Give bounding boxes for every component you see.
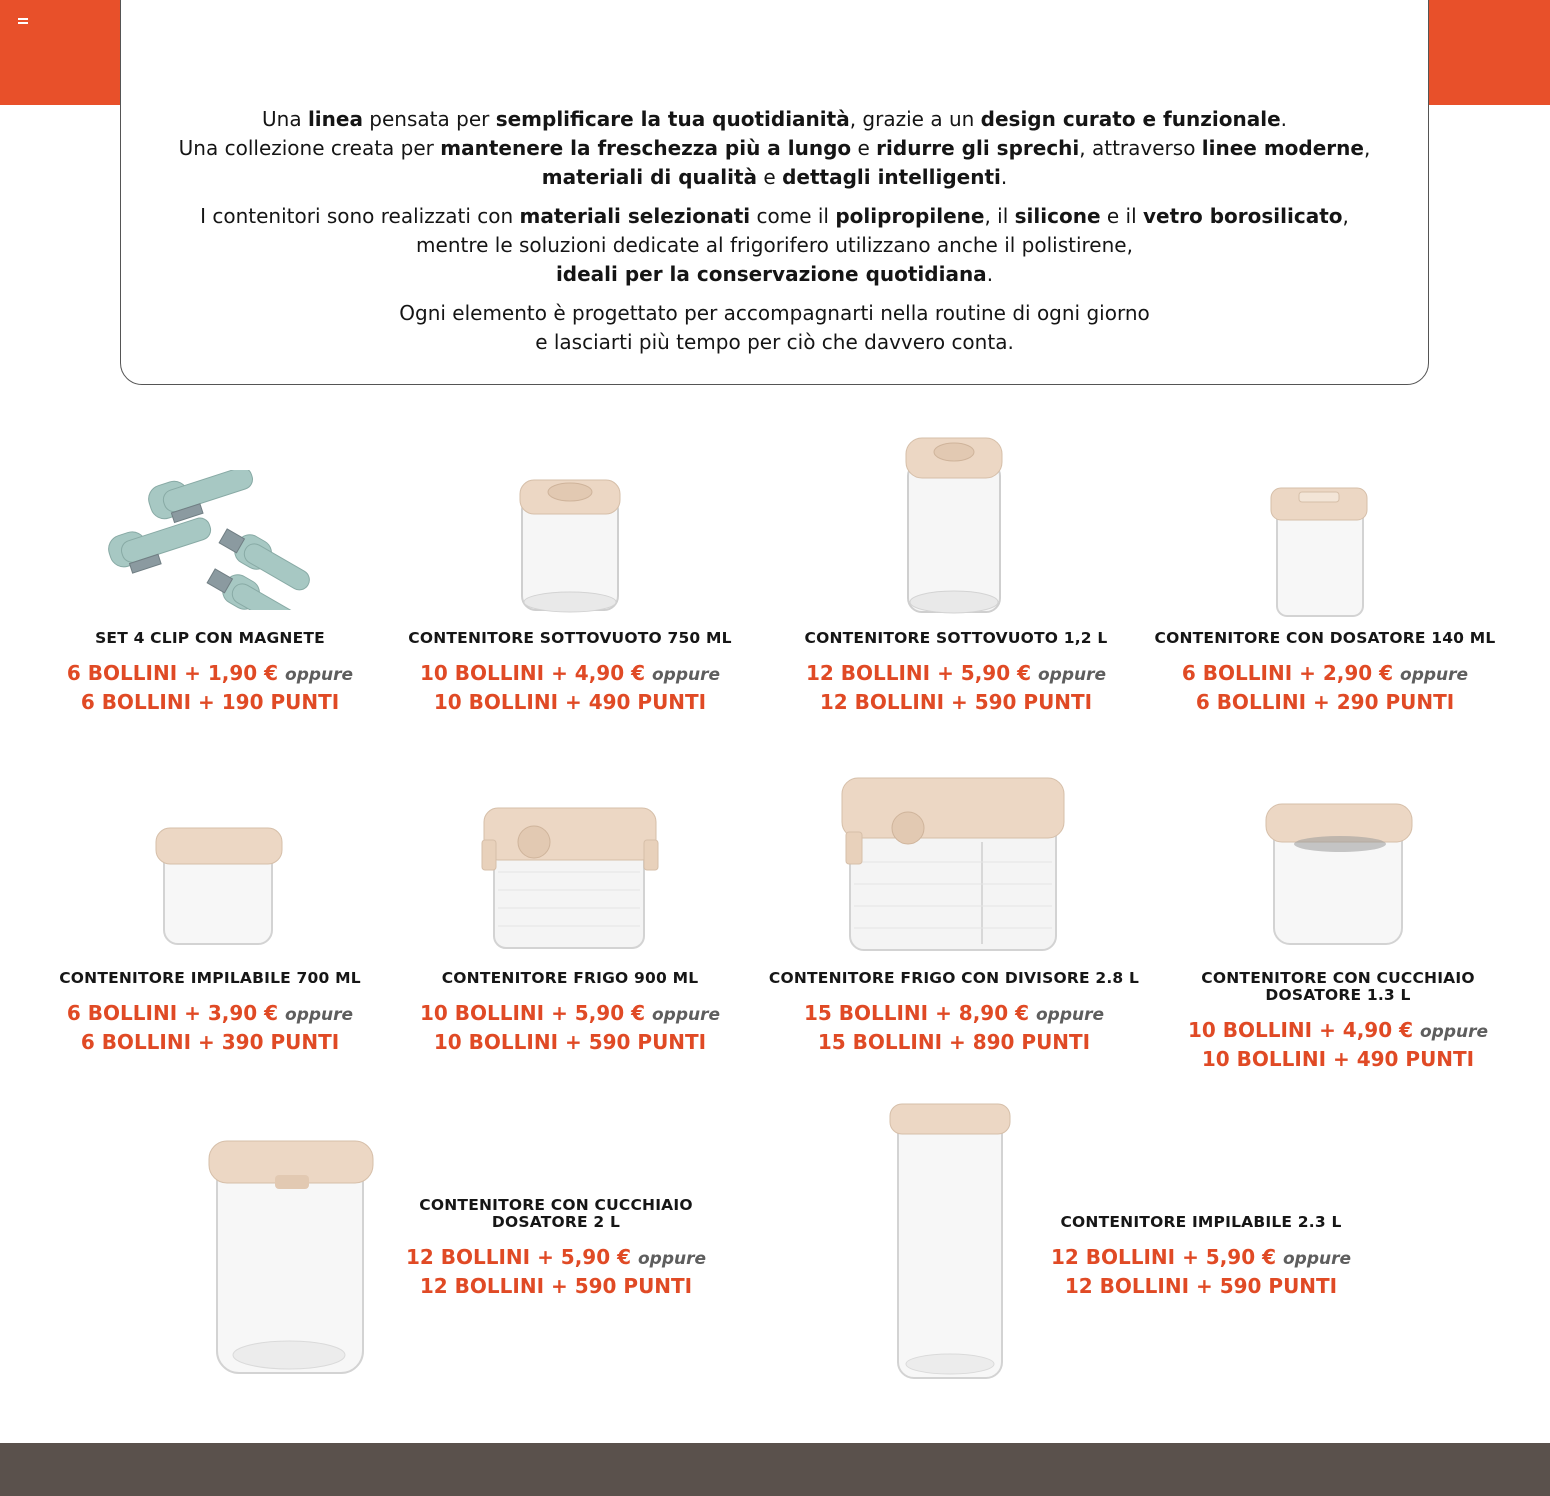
oppure-label: oppure	[1035, 1005, 1105, 1025]
price-bollini-euro: 12 BOLLINI + 5,90 € oppure	[1050, 1245, 1352, 1269]
oppure-label: oppure	[1037, 665, 1107, 685]
price-bollini-punti: 6 BOLLINI + 290 PUNTI	[1195, 690, 1455, 714]
intro-box	[120, 0, 1429, 385]
footer-band	[0, 1443, 1550, 1496]
price-bollini-euro: 12 BOLLINI + 5,90 € oppure	[805, 661, 1107, 685]
oppure-label: oppure	[285, 665, 354, 685]
fridge-box-divider-image	[838, 772, 1068, 958]
price-bollini-punti: 10 BOLLINI + 490 PUNTI	[433, 690, 707, 714]
oppure-label: oppure	[637, 1249, 707, 1269]
magnetic-clips-image	[85, 470, 335, 610]
product-name: CONTENITORE CON CUCCHIAIO DOSATORE 2 L	[419, 1196, 693, 1231]
stackable-jar-tall-image	[886, 1100, 1016, 1385]
price-bollini-punti: 12 BOLLINI + 590 PUNTI	[419, 1274, 693, 1298]
product-card[interactable]	[766, 630, 1146, 716]
accent-bar-right	[1426, 0, 1550, 105]
spoon-jar-large-image	[205, 1135, 377, 1381]
price-bollini-euro: 10 BOLLINI + 5,90 € oppure	[419, 1001, 721, 1025]
price-bollini-euro: 6 BOLLINI + 2,90 € oppure	[1181, 661, 1469, 685]
price-bollini-punti: 12 BOLLINI + 590 PUNTI	[819, 690, 1093, 714]
vacuum-jar-tall-image	[898, 430, 1010, 620]
product-name: CONTENITORE CON CUCCHIAIO DOSATORE 1.3 L	[1201, 969, 1475, 1004]
intro-paragraph-2: I contenitori sono realizzati con materiali selezionati come il polipropilene, il silicone e il vetro borosilicato, mentre le soluzioni dedicate al frigorifero utilizzano anche il polistirene, ideali per la conservazione quotidiana.	[200, 204, 1349, 286]
oppure-label: oppure	[285, 1005, 354, 1025]
oppure-label: oppure	[651, 665, 721, 685]
product-name: CONTENITORE SOTTOVUOTO 750 ML	[408, 629, 732, 647]
menu-icon[interactable]	[18, 18, 28, 26]
product-name: CONTENITORE FRIGO 900 ML	[441, 969, 699, 987]
product-name: CONTENITORE SOTTOVUOTO 1,2 L	[804, 629, 1108, 647]
product-name: CONTENITORE FRIGO CON DIVISORE 2.8 L	[768, 969, 1140, 987]
product-card[interactable]	[1135, 630, 1515, 716]
price-bollini-punti: 6 BOLLINI + 390 PUNTI	[80, 1030, 340, 1054]
intro-paragraph-3: Ogni elemento è progettato per accompagnarti nella routine di ogni giorno e lasciarti più tempo per ciò che davvero conta.	[399, 301, 1150, 354]
spoon-jar-medium-image	[1262, 798, 1418, 950]
product-card[interactable]	[366, 1197, 746, 1300]
price-bollini-punti: 6 BOLLINI + 190 PUNTI	[80, 690, 340, 714]
vacuum-jar-small-image	[510, 470, 630, 618]
product-name: CONTENITORE IMPILABILE 2.3 L	[1060, 1213, 1342, 1231]
product-card[interactable]	[20, 970, 400, 1056]
product-card[interactable]	[1011, 1214, 1391, 1300]
product-card[interactable]	[380, 970, 760, 1056]
price-bollini-euro: 10 BOLLINI + 4,90 € oppure	[1187, 1018, 1489, 1042]
intro-text	[121, 105, 1428, 367]
dispenser-jar-image	[1265, 482, 1377, 622]
product-card[interactable]	[1148, 970, 1528, 1073]
stackable-jar-small-image	[150, 822, 290, 950]
price-bollini-euro: 12 BOLLINI + 5,90 € oppure	[405, 1245, 707, 1269]
price-bollini-punti: 10 BOLLINI + 590 PUNTI	[433, 1030, 707, 1054]
product-name: CONTENITORE IMPILABILE 700 ML	[59, 969, 361, 987]
price-bollini-euro: 15 BOLLINI + 8,90 € oppure	[803, 1001, 1105, 1025]
accent-bar-left	[0, 0, 122, 105]
oppure-label: oppure	[1400, 665, 1469, 685]
price-bollini-euro: 6 BOLLINI + 3,90 € oppure	[66, 1001, 354, 1025]
price-bollini-euro: 10 BOLLINI + 4,90 € oppure	[419, 661, 721, 685]
oppure-label: oppure	[651, 1005, 721, 1025]
oppure-label: oppure	[1282, 1249, 1352, 1269]
product-card[interactable]	[380, 630, 760, 716]
fridge-box-small-image	[478, 800, 664, 956]
price-bollini-punti: 12 BOLLINI + 590 PUNTI	[1064, 1274, 1338, 1298]
oppure-label: oppure	[1419, 1022, 1489, 1042]
product-card[interactable]	[744, 970, 1164, 1056]
product-card[interactable]	[20, 630, 400, 716]
intro-paragraph-1: Una linea pensata per semplificare la tua quotidianità, grazie a un design curato e funzionale. Una collezione creata per mantenere la freschezza più a lungo e ridurre gli sprechi, attraverso linee moderne, materiali di qualità e dettagli intelligenti.	[178, 107, 1371, 189]
product-name: SET 4 CLIP CON MAGNETE	[95, 629, 325, 647]
price-bollini-euro: 6 BOLLINI + 1,90 € oppure	[66, 661, 354, 685]
price-bollini-punti: 10 BOLLINI + 490 PUNTI	[1201, 1047, 1475, 1071]
product-name: CONTENITORE CON DOSATORE 140 ML	[1154, 629, 1496, 647]
price-bollini-punti: 15 BOLLINI + 890 PUNTI	[817, 1030, 1091, 1054]
